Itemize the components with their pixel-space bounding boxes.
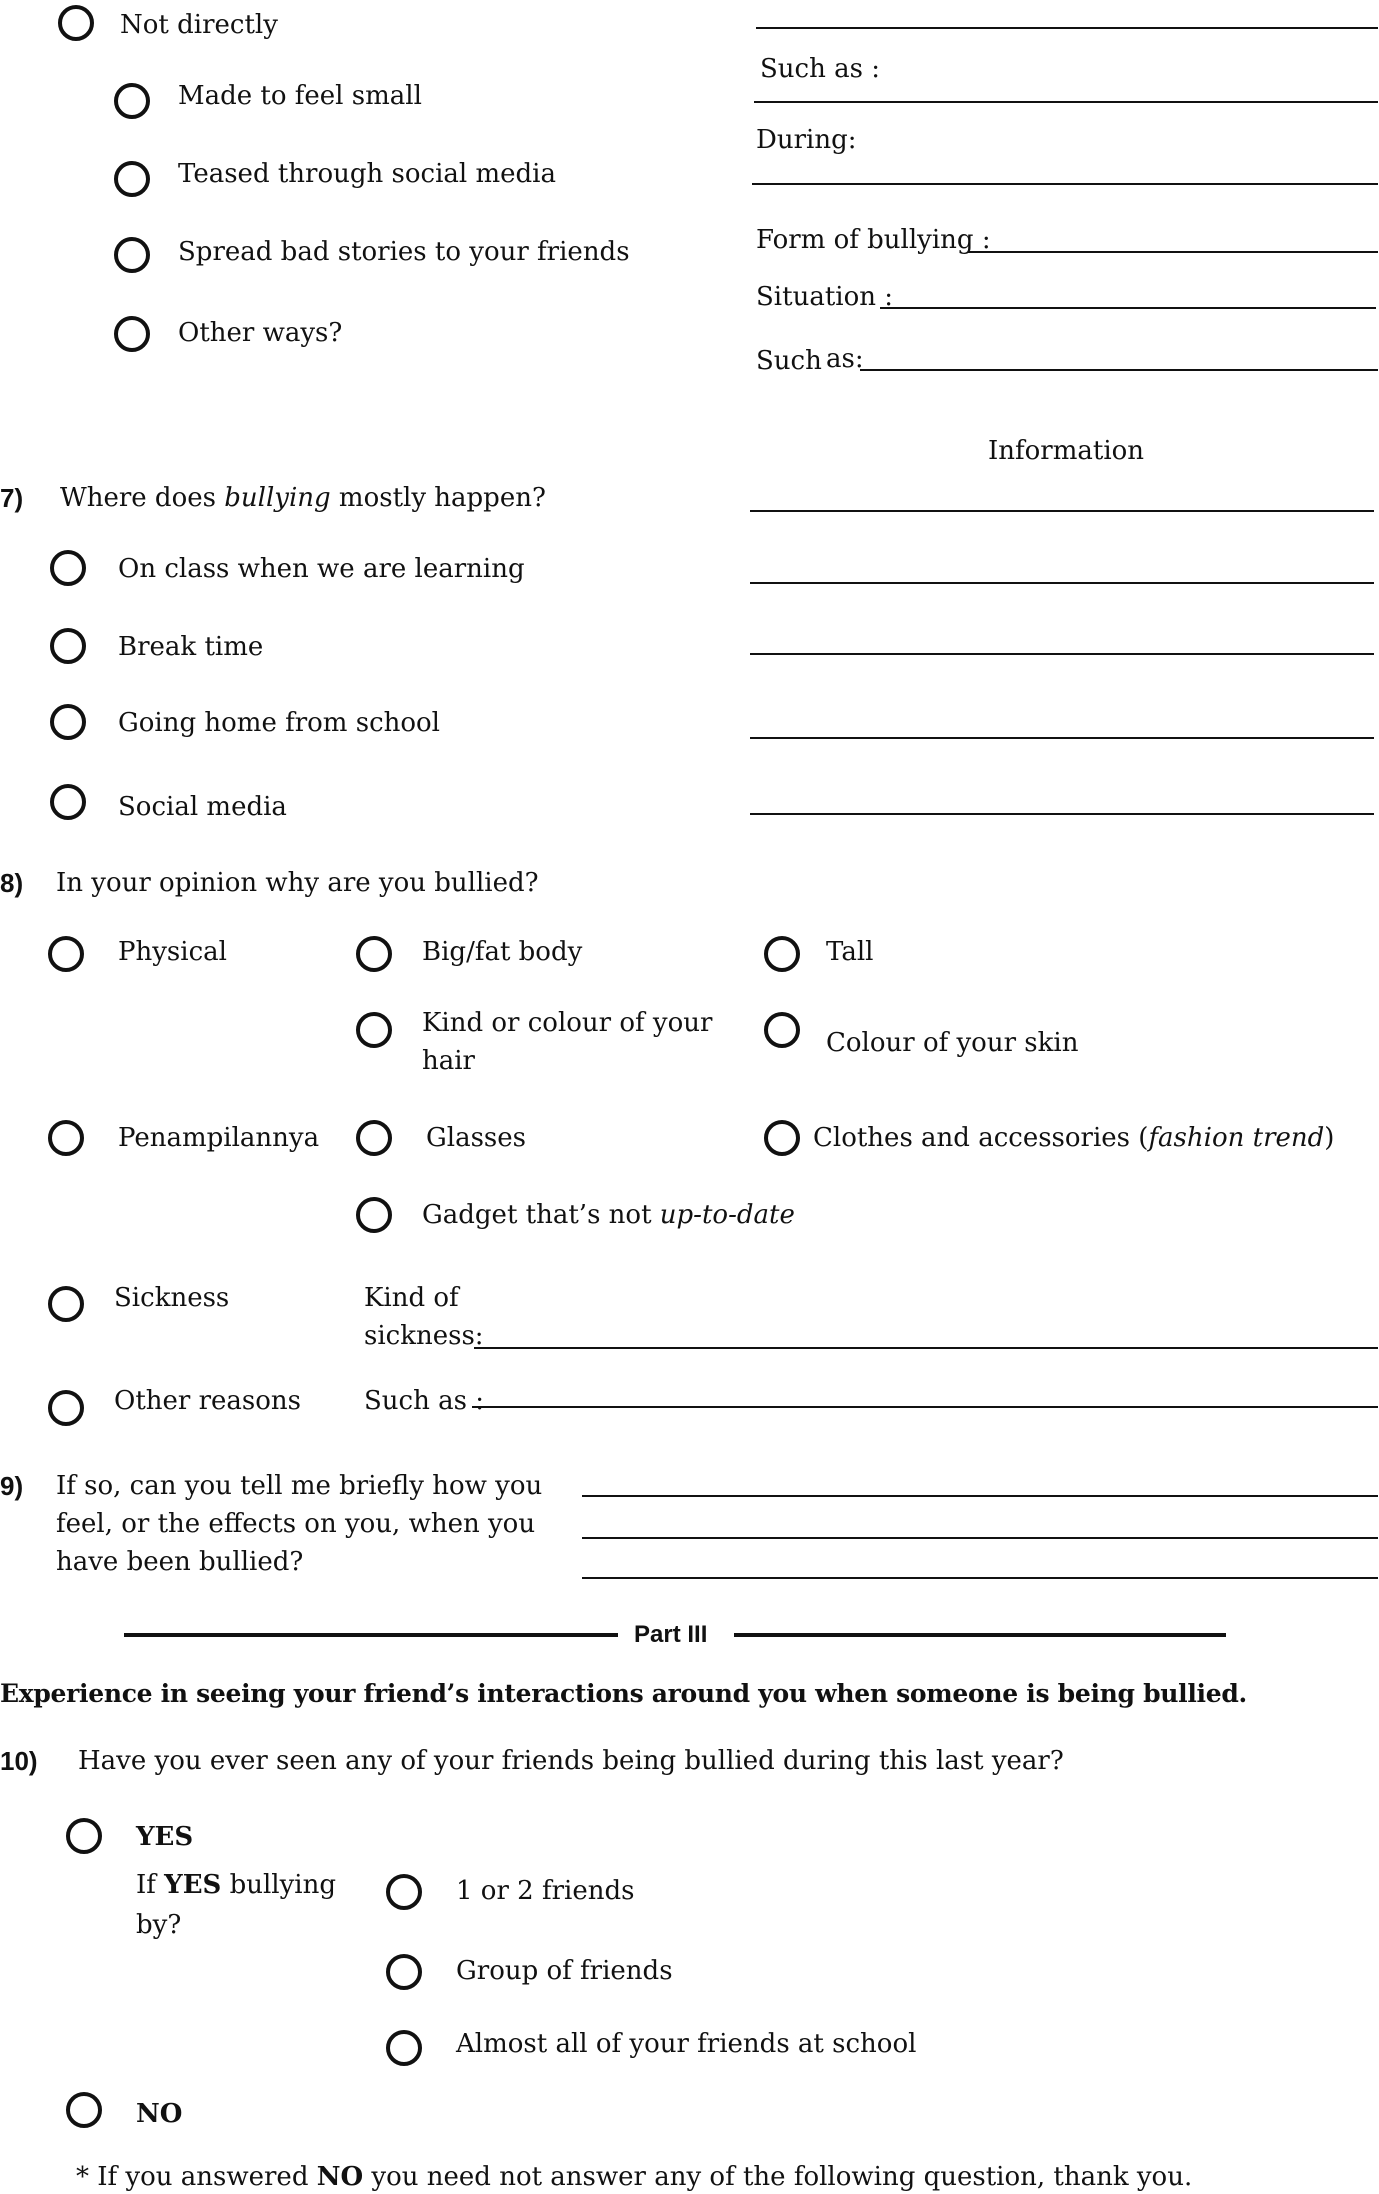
situation-line[interactable] bbox=[880, 307, 1376, 309]
situation-label: Situation : bbox=[756, 282, 894, 312]
radio-made-to-feel-small[interactable] bbox=[114, 83, 150, 119]
option-label: Penampilannya bbox=[118, 1123, 320, 1153]
option-label: Colour of your skin bbox=[826, 1028, 1079, 1058]
radio-not-directly[interactable] bbox=[58, 5, 94, 41]
answer-line[interactable] bbox=[582, 1495, 1378, 1497]
as-label: as: bbox=[826, 344, 864, 374]
option-label: Gadget that’s not up-to-date bbox=[422, 1200, 795, 1230]
radio-in-class[interactable] bbox=[50, 550, 86, 586]
no-label: NO bbox=[136, 2099, 183, 2129]
option-label: Made to feel small bbox=[178, 81, 422, 111]
option-label: Kind or colour of your bbox=[422, 1008, 713, 1038]
question-number: 10) bbox=[0, 1746, 38, 1776]
form-of-bullying-label: Form of bullying : bbox=[756, 225, 991, 255]
form-of-bullying-line[interactable] bbox=[968, 251, 1378, 253]
option-label: On class when we are learning bbox=[118, 554, 525, 584]
radio-yes[interactable] bbox=[66, 1818, 102, 1854]
question-number: 7) bbox=[0, 483, 24, 513]
answer-line[interactable] bbox=[582, 1577, 1378, 1579]
option-label: Clothes and accessories (fashion trend) bbox=[813, 1123, 1335, 1153]
radio-tall[interactable] bbox=[764, 936, 800, 972]
question-number: 9) bbox=[0, 1471, 24, 1501]
radio-glasses[interactable] bbox=[356, 1120, 392, 1156]
question-9-line: have been bullied? bbox=[56, 1547, 304, 1577]
question-10-text: Have you ever seen any of your friends being bullied during this last year? bbox=[78, 1746, 1064, 1776]
option-label: Almost all of your friends at school bbox=[456, 2029, 917, 2059]
information-label: Information bbox=[988, 436, 1145, 466]
if-yes-label: If YES bullying bbox=[136, 1870, 337, 1900]
radio-social-media[interactable] bbox=[50, 784, 86, 820]
option-label: Break time bbox=[118, 632, 264, 662]
footnote: * If you answered NO you need not answer any of the following question, thank you. bbox=[76, 2162, 1193, 2192]
radio-almost-all-friends[interactable] bbox=[386, 2030, 422, 2066]
question-7-text: Where does bullying mostly happen? bbox=[60, 483, 546, 513]
radio-physical[interactable] bbox=[48, 936, 84, 972]
information-line[interactable] bbox=[750, 510, 1374, 512]
option-label: Physical bbox=[118, 937, 227, 967]
radio-skin-colour[interactable] bbox=[764, 1012, 800, 1048]
such-label: Such bbox=[756, 346, 822, 376]
divider bbox=[124, 1633, 618, 1637]
option-label: Group of friends bbox=[456, 1956, 673, 1986]
radio-going-home[interactable] bbox=[50, 704, 86, 740]
question-number: 8) bbox=[0, 868, 24, 898]
radio-penampilannya[interactable] bbox=[48, 1120, 84, 1156]
question-8-text: In your opinion why are you bullied? bbox=[56, 868, 539, 898]
radio-1-or-2-friends[interactable] bbox=[386, 1874, 422, 1910]
question-9-line: feel, or the effects on you, when you bbox=[56, 1509, 536, 1539]
radio-other-ways[interactable] bbox=[114, 316, 150, 352]
answer-line[interactable] bbox=[582, 1537, 1378, 1539]
radio-spread-bad-stories[interactable] bbox=[114, 237, 150, 273]
radio-other-reasons[interactable] bbox=[48, 1390, 84, 1426]
radio-break-time[interactable] bbox=[50, 628, 86, 664]
option-label: Other reasons bbox=[114, 1386, 301, 1416]
other-reasons-line[interactable] bbox=[472, 1406, 1378, 1408]
option-label: 1 or 2 friends bbox=[456, 1876, 635, 1906]
yes-label: YES bbox=[136, 1822, 194, 1852]
sickness-line[interactable] bbox=[474, 1347, 1378, 1349]
option-label: Teased through social media bbox=[178, 159, 556, 189]
such-as-label: Such as : bbox=[760, 54, 880, 84]
by-label: by? bbox=[136, 1910, 182, 1940]
radio-teased-social-media[interactable] bbox=[114, 161, 150, 197]
option-label: Big/fat body bbox=[422, 937, 583, 967]
kind-of-label: Kind of bbox=[364, 1283, 459, 1313]
option-label: Other ways? bbox=[178, 318, 343, 348]
information-line[interactable] bbox=[750, 653, 1374, 655]
divider bbox=[734, 1633, 1226, 1637]
such-as-label: Such as : bbox=[364, 1386, 484, 1416]
information-line[interactable] bbox=[750, 582, 1374, 584]
radio-gadget[interactable] bbox=[356, 1197, 392, 1233]
option-label: hair bbox=[422, 1046, 475, 1076]
option-label: Glasses bbox=[426, 1123, 527, 1153]
such-as-line[interactable] bbox=[860, 369, 1378, 371]
option-label: Not directly bbox=[120, 10, 278, 40]
option-label: Going home from school bbox=[118, 708, 440, 738]
radio-sickness[interactable] bbox=[48, 1286, 84, 1322]
radio-hair[interactable] bbox=[356, 1012, 392, 1048]
radio-clothes[interactable] bbox=[764, 1120, 800, 1156]
radio-big-fat-body[interactable] bbox=[356, 936, 392, 972]
answer-line[interactable] bbox=[756, 27, 1378, 29]
sickness-label: sickness: bbox=[364, 1321, 484, 1351]
option-label: Spread bad stories to your friends bbox=[178, 237, 630, 267]
option-label: Sickness bbox=[114, 1283, 230, 1313]
answer-line[interactable] bbox=[754, 101, 1378, 103]
question-9-line: If so, can you tell me briefly how you bbox=[56, 1471, 543, 1501]
section-heading: Experience in seeing your friend’s interactions around you when someone is being bullied. bbox=[0, 1679, 1247, 1708]
option-label: Social media bbox=[118, 792, 287, 822]
during-label: During: bbox=[756, 125, 857, 155]
option-label: Tall bbox=[826, 937, 874, 967]
answer-line[interactable] bbox=[752, 183, 1378, 185]
radio-no[interactable] bbox=[66, 2092, 102, 2128]
radio-group-of-friends[interactable] bbox=[386, 1954, 422, 1990]
information-line[interactable] bbox=[750, 813, 1374, 815]
part-title: Part III bbox=[634, 1621, 708, 1648]
information-line[interactable] bbox=[750, 737, 1374, 739]
